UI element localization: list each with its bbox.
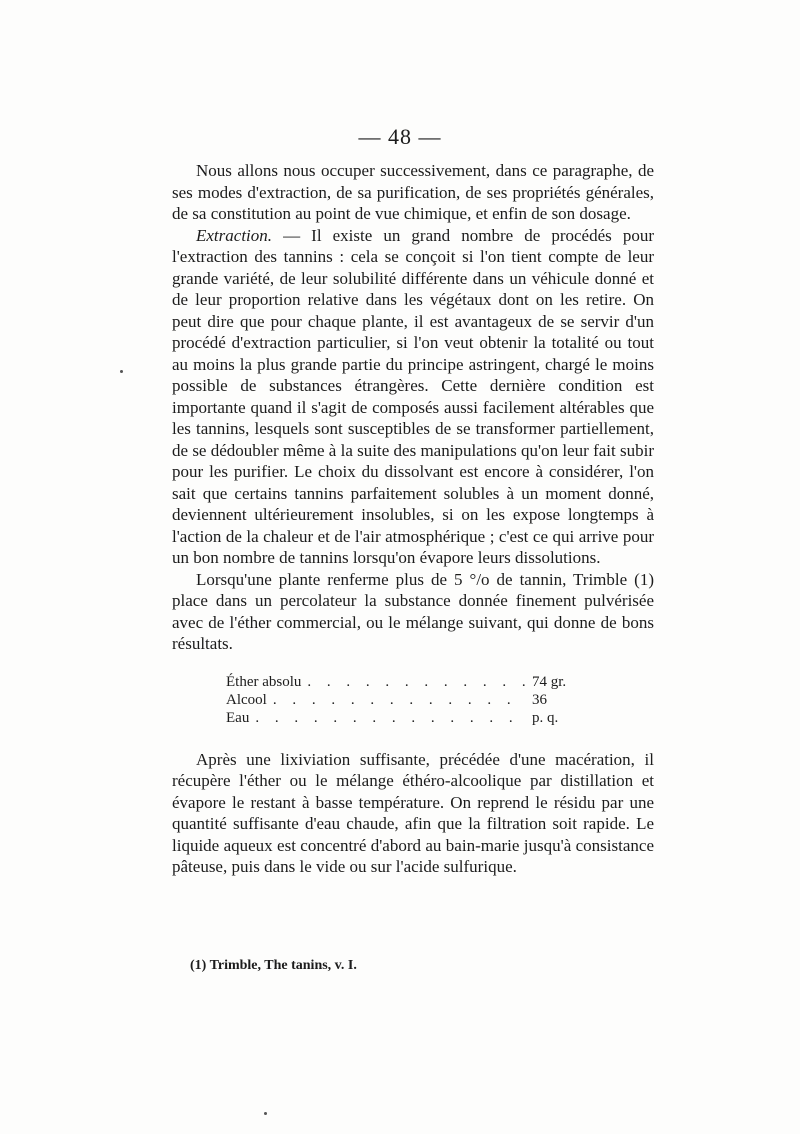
scan-speck [264, 1112, 267, 1115]
extraction-text: — Il existe un grand nombre de procédés pour l'extraction des tannins : cela se conçoit si l'on tient compte de leur grande variété, de leur solubilité différente dans un véhicule donné et de leur proportion relative dans les végétaux dont on les retire. On peut dire que pour chaque plante, il est avantageux de se servir d'un procédé d'extraction particulier, si l'on veut obtenir la totalité ou tout au moins la plus grande partie du principe astringent, chargé le moins possible de substances étrangères. Cette dernière condition est importante quand il s'agit de composés aussi facilement altérables que les tannins, lesquels sont susceptibles de se transformer partiellement, de se dédoubler même à la suite des manipulations qu'on leur fait subir pour les purifier. Le choix du dissolvant est encore à considérer, l'on sait que certains tannins parfaitement solubles à un moment donné, deviennent ultérieurement insolubles, si on les expose longtemps à l'action de la chaleur et de l'air atmosphérique ; c'est ce qui arrive pour un bon nombre de tannins lorsqu'on évapore leurs dissolutions. [172, 225, 654, 567]
body-text [172, 160, 654, 878]
intro-paragraph: Nous allons nous occuper successivement, dans ce paragraphe, de ses modes d'extraction, de sa purification, de ses propriétés générales, de sa constitution au point de vue chimique, et enfin de son dosage. [172, 161, 654, 223]
scan-speck [120, 370, 123, 373]
recipe-ingredient: Éther absolu [226, 673, 302, 690]
percolation-paragraph: Lorsqu'une plante renferme plus de 5 °/o de tannin, Trimble (1) place dans un percolateur la substance donnée finement pulvérisée avec de l'éther commercial, ou le mélange suivant, qui donne de bons résultats. [172, 569, 654, 653]
footnote: (1) Trimble, The tanins, v. I. [190, 958, 357, 973]
recipe-quantity: 74 gr. [532, 673, 567, 690]
leader-dots [255, 709, 526, 727]
recipe-row [226, 691, 572, 709]
recipe-row [226, 709, 572, 727]
recipe-list [226, 673, 572, 727]
recipe-quantity: 36 [532, 691, 547, 708]
recipe-ingredient: Alcool [226, 691, 267, 708]
recipe-row [226, 673, 572, 691]
section-title: Extraction. [196, 225, 273, 245]
leader-dots [273, 691, 526, 709]
conclusion-paragraph: Après une lixiviation suffisante, précédée d'une macération, il récupère l'éther ou le mélange éthéro-alcoolique par distillation et évapore le restant à basse température. On reprend le résidu par une quantité suffisante d'eau chaude, afin que la filtration soit rapide. Le liquide aqueux est concentré d'abord au bain-marie jusqu'à consistance pâteuse, puis dans le vide ou sur l'acide sulfurique. [172, 749, 654, 876]
page-number: — 48 — [358, 124, 442, 149]
leader-dots [307, 673, 526, 691]
recipe-quantity: p. q. [532, 709, 559, 726]
extraction-paragraph [172, 225, 654, 569]
recipe-ingredient: Eau [226, 709, 250, 726]
